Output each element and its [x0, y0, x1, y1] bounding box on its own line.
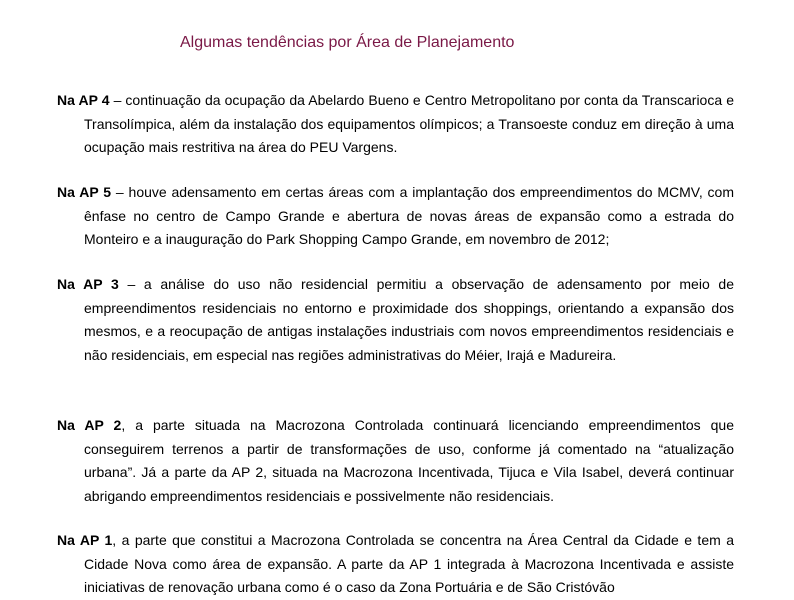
page-title: Algumas tendências por Área de Planejamento: [180, 34, 515, 51]
paragraph-ap5: [57, 181, 734, 252]
ap-label: AP 1: [79, 532, 113, 548]
ap-label: AP 3: [83, 276, 119, 292]
ap-label: AP 4: [78, 92, 110, 108]
paragraph-lead: Na: [57, 92, 79, 108]
paragraph-lead: Na: [57, 417, 85, 433]
ap-label: AP 2: [84, 417, 122, 433]
paragraph-text: , a parte que constitui a Macrozona Controlada se concentra na Área Central da Cidade e tem a Cidade Nova como área de expansão. A parte da AP 1 integrada à Macrozona Incentivada e assiste iniciativas de renovação urbana como é o caso da Zona Portuária e de São Cristóvão: [84, 532, 734, 595]
paragraph-lead: Na: [57, 276, 84, 292]
paragraph-text: – houve adensamento em certas áreas com a implantação dos empreendimentos do MCMV, com ênfase no centro de Campo Grande e abertura de novas áreas de expansão como a estrada do Monteiro e a inauguração do Park Shopping Campo Grande, em novembro de 2012;: [84, 184, 734, 247]
paragraph-ap2: [57, 414, 734, 508]
paragraph-lead: Na: [57, 184, 80, 200]
paragraph-ap1: [57, 529, 734, 600]
paragraph-ap3: [57, 273, 734, 367]
ap-label: AP 5: [79, 184, 112, 200]
paragraph-text: – a análise do uso não residencial permitiu a observação de adensamento por meio de empreendimentos residenciais no entorno e proximidade dos shoppings, orientando a expansão dos mesmos, e a reocupação de antigas instalações industriais com novos empreendimentos residenciais e não residenciais, em especial nas regiões administrativas do Méier, Irajá e Madureira.: [84, 276, 734, 363]
paragraph-lead: Na: [57, 532, 80, 548]
paragraph-ap4: [57, 89, 734, 160]
paragraph-text: , a parte situada na Macrozona Controlada continuará licenciando empreendimentos que conseguirem terrenos a partir de transformações de uso, conforme já comentado na “atualização urbana”. Já a parte da AP 2, situada na Macrozona Incentivada, Tijuca e Vila Isabel, deverá continuar abrigando empreendimentos residenciais e possivelmente não residenciais.: [84, 417, 734, 504]
paragraph-text: – continuação da ocupação da Abelardo Bueno e Centro Metropolitano por conta da Transcarioca e Transolímpica, além da instalação dos equipamentos olímpicos; a Transoeste conduz em direção à uma ocupação mais restritiva na área do PEU Vargens.: [84, 92, 734, 155]
